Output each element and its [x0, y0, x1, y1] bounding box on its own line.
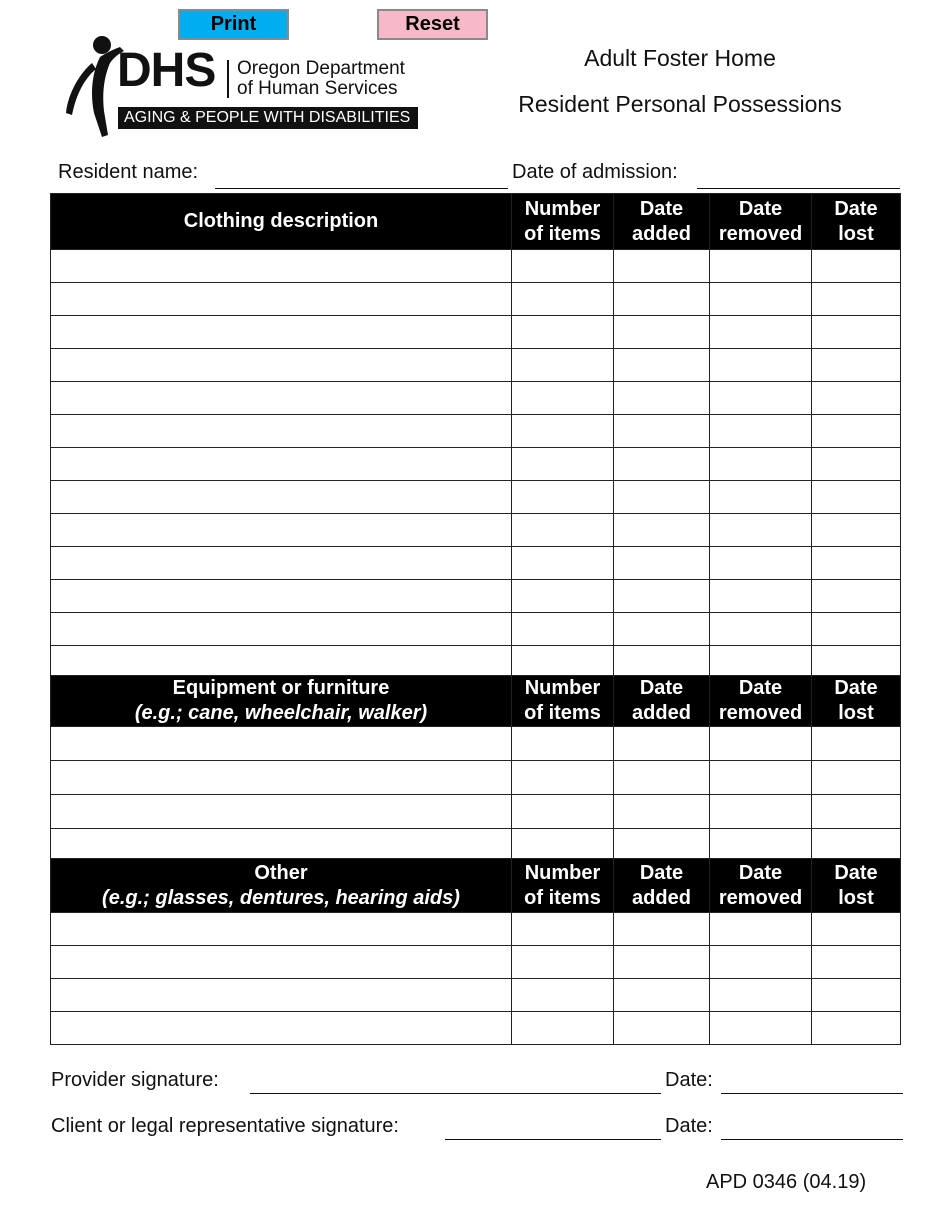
table-row [51, 613, 901, 646]
date-lost-cell[interactable] [812, 250, 901, 283]
other-table [50, 858, 901, 1045]
date-added-header: Date added [614, 676, 710, 727]
date-added-cell[interactable] [614, 913, 710, 946]
date-lost-cell[interactable] [812, 646, 901, 679]
date-removed-cell[interactable] [710, 415, 812, 448]
date-added-cell[interactable] [614, 761, 710, 795]
date-added-header: Date added [614, 194, 710, 250]
number-cell[interactable] [512, 283, 614, 316]
date-of-admission-input[interactable] [697, 188, 900, 189]
logo-line1: Oregon Department [237, 58, 405, 79]
resident-name-label: Resident name: [58, 161, 199, 183]
number-cell[interactable] [512, 250, 614, 283]
date-added-cell[interactable] [614, 349, 710, 382]
table-row [51, 415, 901, 448]
number-cell[interactable] [512, 727, 614, 761]
date-added-cell[interactable] [614, 382, 710, 415]
number-cell[interactable] [512, 448, 614, 481]
date-lost-cell[interactable] [812, 580, 901, 613]
date-lost-cell[interactable] [812, 795, 901, 829]
date-removed-cell[interactable] [710, 646, 812, 679]
date-lost-cell[interactable] [812, 481, 901, 514]
logo-line2: of Human Services [237, 78, 398, 99]
table-row [51, 382, 901, 415]
number-cell[interactable] [512, 979, 614, 1012]
table-row [51, 946, 901, 979]
description-cell[interactable] [51, 979, 512, 1012]
number-cell[interactable] [512, 613, 614, 646]
date-added-cell[interactable] [614, 514, 710, 547]
date-added-cell[interactable] [614, 979, 710, 1012]
provider-signature-input[interactable] [250, 1093, 661, 1094]
date-lost-cell[interactable] [812, 946, 901, 979]
print-button[interactable]: Print [178, 9, 289, 40]
date-removed-cell[interactable] [710, 316, 812, 349]
table-row [51, 580, 901, 613]
equipment-table [50, 675, 901, 863]
date-lost-cell[interactable] [812, 913, 901, 946]
number-cell[interactable] [512, 547, 614, 580]
equipment-header: Equipment or furniture (e.g.; cane, wheelchair, walker) [51, 676, 512, 727]
description-cell[interactable] [51, 580, 512, 613]
description-cell[interactable] [51, 761, 512, 795]
description-cell[interactable] [51, 514, 512, 547]
number-cell[interactable] [512, 795, 614, 829]
date-added-cell[interactable] [614, 946, 710, 979]
date-lost-cell[interactable] [812, 979, 901, 1012]
date-removed-cell[interactable] [710, 250, 812, 283]
date-lost-cell[interactable] [812, 382, 901, 415]
date-removed-cell[interactable] [710, 382, 812, 415]
date-removed-cell[interactable] [710, 349, 812, 382]
date-removed-cell[interactable] [710, 1012, 812, 1045]
table-row [51, 727, 901, 761]
date-lost-header: Date lost [812, 194, 901, 250]
date-added-cell[interactable] [614, 547, 710, 580]
number-cell[interactable] [512, 349, 614, 382]
description-cell[interactable] [51, 646, 512, 679]
date-lost-cell[interactable] [812, 283, 901, 316]
date-lost-cell[interactable] [812, 448, 901, 481]
description-cell[interactable] [51, 795, 512, 829]
client-signature-label: Client or legal representative signature: [51, 1115, 399, 1137]
date-removed-header: Date removed [710, 859, 812, 913]
reset-button[interactable]: Reset [377, 9, 488, 40]
number-cell[interactable] [512, 481, 614, 514]
table-row [51, 646, 901, 679]
date-lost-cell[interactable] [812, 547, 901, 580]
table-row [51, 1012, 901, 1045]
date-removed-cell[interactable] [710, 613, 812, 646]
number-cell[interactable] [512, 646, 614, 679]
table-row [51, 448, 901, 481]
number-of-items-header: Number of items [512, 676, 614, 727]
date-lost-cell[interactable] [812, 316, 901, 349]
date-lost-header: Date lost [812, 859, 901, 913]
number-cell[interactable] [512, 580, 614, 613]
date-added-cell[interactable] [614, 283, 710, 316]
number-of-items-header: Number of items [512, 194, 614, 250]
date-lost-header: Date lost [812, 676, 901, 727]
table-row [51, 547, 901, 580]
number-cell[interactable] [512, 1012, 614, 1045]
date-added-cell[interactable] [614, 646, 710, 679]
date-removed-cell[interactable] [710, 913, 812, 946]
date-lost-cell[interactable] [812, 761, 901, 795]
date-removed-cell[interactable] [710, 514, 812, 547]
description-cell[interactable] [51, 613, 512, 646]
number-cell[interactable] [512, 946, 614, 979]
table-row [51, 250, 901, 283]
table-row [51, 481, 901, 514]
date-added-cell[interactable] [614, 250, 710, 283]
date-removed-cell[interactable] [710, 481, 812, 514]
date-added-cell[interactable] [614, 1012, 710, 1045]
table-row [51, 979, 901, 1012]
date-lost-cell[interactable] [812, 613, 901, 646]
date-removed-cell[interactable] [710, 580, 812, 613]
number-of-items-header: Number of items [512, 859, 614, 913]
table-row [51, 316, 901, 349]
date-lost-cell[interactable] [812, 514, 901, 547]
provider-signature-label: Provider signature: [51, 1069, 219, 1091]
description-cell[interactable] [51, 448, 512, 481]
description-cell[interactable] [51, 382, 512, 415]
client-date-input[interactable] [721, 1139, 903, 1140]
logo-acronym: DHS [117, 44, 216, 97]
table-row [51, 913, 901, 946]
date-removed-cell[interactable] [710, 761, 812, 795]
number-cell[interactable] [512, 316, 614, 349]
number-cell[interactable] [512, 913, 614, 946]
date-lost-cell[interactable] [812, 415, 901, 448]
number-cell[interactable] [512, 415, 614, 448]
client-date-label: Date: [665, 1115, 713, 1137]
date-added-cell[interactable] [614, 448, 710, 481]
date-of-admission-label: Date of admission: [512, 161, 678, 183]
description-cell[interactable] [51, 727, 512, 761]
date-added-cell[interactable] [614, 580, 710, 613]
description-cell[interactable] [51, 946, 512, 979]
date-lost-cell[interactable] [812, 727, 901, 761]
logo-division-bar: AGING & PEOPLE WITH DISABILITIES [118, 107, 418, 129]
number-cell[interactable] [512, 761, 614, 795]
clothing-description-header: Clothing description [51, 194, 512, 250]
form-subtitle: Resident Personal Possessions [518, 91, 842, 117]
description-cell[interactable] [51, 250, 512, 283]
dhs-logo [62, 33, 422, 139]
date-added-cell[interactable] [614, 316, 710, 349]
date-added-cell[interactable] [614, 727, 710, 761]
date-added-cell[interactable] [614, 481, 710, 514]
description-cell[interactable] [51, 316, 512, 349]
resident-name-input[interactable] [215, 188, 508, 189]
table-row [51, 795, 901, 829]
date-removed-cell[interactable] [710, 795, 812, 829]
date-removed-cell[interactable] [710, 448, 812, 481]
form-title: Adult Foster Home [584, 45, 776, 71]
table-row [51, 761, 901, 795]
date-added-cell[interactable] [614, 613, 710, 646]
person-figure-icon [62, 33, 124, 139]
number-cell[interactable] [512, 514, 614, 547]
date-removed-cell[interactable] [710, 727, 812, 761]
date-added-header: Date added [614, 859, 710, 913]
date-removed-header: Date removed [710, 676, 812, 727]
description-cell[interactable] [51, 481, 512, 514]
table-row [51, 283, 901, 316]
date-removed-cell[interactable] [710, 283, 812, 316]
provider-date-label: Date: [665, 1069, 713, 1091]
table-row [51, 349, 901, 382]
date-added-cell[interactable] [614, 415, 710, 448]
number-cell[interactable] [512, 382, 614, 415]
provider-date-input[interactable] [721, 1093, 903, 1094]
description-cell[interactable] [51, 1012, 512, 1045]
description-cell[interactable] [51, 349, 512, 382]
date-lost-cell[interactable] [812, 1012, 901, 1045]
form-number: APD 0346 (04.19) [706, 1171, 867, 1193]
description-cell[interactable] [51, 913, 512, 946]
description-cell[interactable] [51, 547, 512, 580]
table-row [51, 514, 901, 547]
date-removed-cell[interactable] [710, 547, 812, 580]
date-removed-cell[interactable] [710, 946, 812, 979]
date-removed-header: Date removed [710, 194, 812, 250]
other-header: Other (e.g.; glasses, dentures, hearing aids) [51, 859, 512, 913]
date-added-cell[interactable] [614, 795, 710, 829]
date-lost-cell[interactable] [812, 349, 901, 382]
description-cell[interactable] [51, 415, 512, 448]
client-signature-input[interactable] [445, 1139, 661, 1140]
description-cell[interactable] [51, 283, 512, 316]
clothing-table [50, 193, 901, 679]
logo-divider [227, 60, 229, 98]
date-removed-cell[interactable] [710, 979, 812, 1012]
